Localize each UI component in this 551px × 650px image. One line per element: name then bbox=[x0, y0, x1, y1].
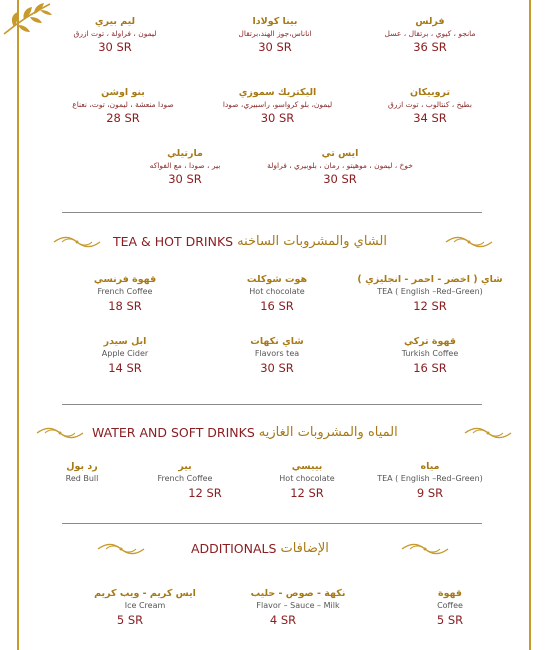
menu-item-juice: فرلس مانجو ، كيوي ، برتقال ، عسل 36 SR bbox=[384, 16, 476, 54]
section-divider bbox=[62, 523, 482, 524]
menu-item-water: رد بول Red Bull bbox=[65, 461, 99, 483]
menu-item-water: بيبسي Hot chocolate 12 SR bbox=[279, 461, 335, 500]
ornament-swirl-icon bbox=[52, 235, 102, 249]
menu-item-water: مياه TEA ( English –Red–Green) 9 SR bbox=[377, 461, 483, 500]
menu-item-tea: ابل سيدر Apple Cider 14 SR bbox=[101, 336, 149, 375]
menu-item-juice: اليكتريك سموزي ليمون، بلو كرواسو، راسبيري، صودا 30 SR bbox=[222, 87, 333, 125]
ornament-swirl-icon bbox=[463, 426, 513, 440]
gold-border-right bbox=[529, 0, 531, 650]
ornament-swirl-icon bbox=[96, 542, 146, 556]
corner-leaf-icon bbox=[0, 0, 60, 40]
menu-item-tea: قهوة فرنسي French Coffee 18 SR bbox=[93, 274, 157, 313]
menu-item-additional: ايس كريم - ويب كريم Ice Cream 5 SR bbox=[94, 588, 196, 627]
section-title-tea: TEA & HOT DRINKS الشاي والمشروبات الساخنه bbox=[113, 234, 387, 249]
ornament-swirl-icon bbox=[35, 426, 85, 440]
menu-item-juice: مارتيلي بير ، صودا ، مع الفواكه 30 SR bbox=[149, 148, 221, 186]
menu-item-juice: ايس تي خوخ ، ليمون ، موهيتو ، رمان ، بلوبيري ، فراولة 30 SR bbox=[267, 148, 413, 186]
menu-item-juice: ليم بيري ليمون ، فراولة ، توت ازرق 30 SR bbox=[73, 16, 157, 54]
section-title-additionals: ADDITIONALS الإضافات bbox=[191, 541, 329, 556]
menu-item-tea: ( شاي ( اخضر - احمر - انجليزي TEA ( English –Red–Green) 12 SR bbox=[357, 274, 503, 313]
menu-item-additional: نكهة - صوص - حليب Flavor – Sauce – Milk 4 SR bbox=[250, 588, 346, 627]
menu-item-tea: هوت شوكلت Hot chocolate 16 SR bbox=[246, 274, 308, 313]
menu-item-juice: تروبيكان بطيخ ، كنتالوب ، توت ازرق 34 SR bbox=[388, 87, 472, 125]
menu-item-tea: شاي نكهات Flavors tea 30 SR bbox=[250, 336, 304, 375]
ornament-swirl-icon bbox=[400, 542, 450, 556]
menu-item-additional: قهوة Coffee 5 SR bbox=[436, 588, 464, 627]
ornament-swirl-icon bbox=[444, 235, 494, 249]
gold-border-left bbox=[17, 0, 19, 650]
section-title-water: WATER AND SOFT DRINKS المياه والمشروبات الغازيه bbox=[92, 425, 398, 440]
menu-item-juice: بنو اوشن صودا منعشة ، ليمون، توت، نعناع 28 SR bbox=[72, 87, 174, 125]
section-divider bbox=[62, 212, 482, 213]
menu-item-water: بير French Coffee 12 SR bbox=[157, 461, 222, 500]
menu-item-juice: بينا كولادا اناناس،جوز الهند،برتقال 30 SR bbox=[238, 16, 312, 54]
menu-item-tea: قهوة تركي Turkish Coffee 16 SR bbox=[401, 336, 459, 375]
section-divider bbox=[62, 404, 482, 405]
